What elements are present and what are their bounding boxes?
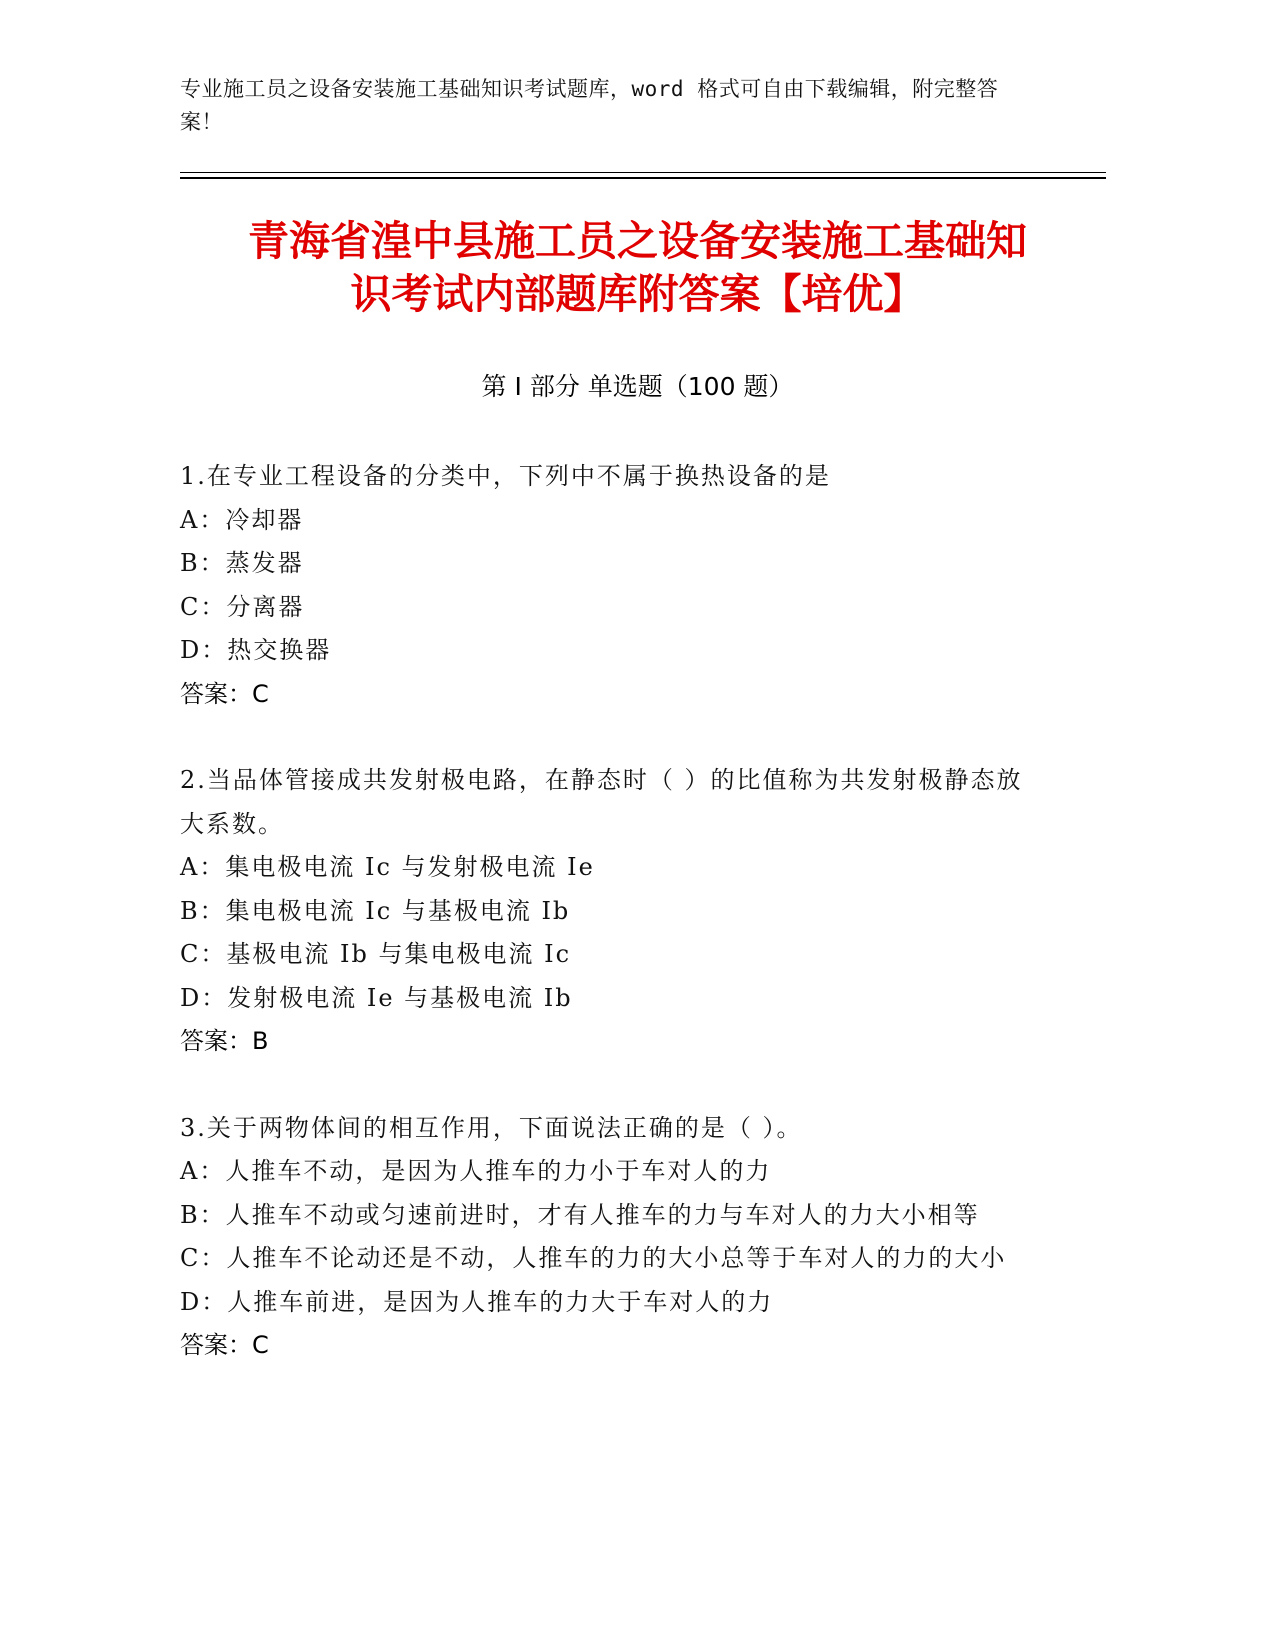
question-1 [180, 455, 1040, 716]
option-b: B：集电极电流 Ic 与基极电流 Ib [180, 896, 571, 925]
section-heading: 第 I 部分 单选题（100 题） [481, 372, 794, 401]
title-line-1: 青海省湟中县施工员之设备安装施工基础知 [248, 217, 1027, 265]
header-note: 专业施工员之设备安装施工基础知识考试题库，word 格式可自由下载编辑，附完整答案！ [180, 77, 999, 134]
header-divider-thin [180, 172, 1106, 173]
header-divider-thick [180, 177, 1106, 179]
question-3 [180, 1107, 1040, 1368]
question-2 [180, 759, 1040, 1064]
option-d: D：热交换器 [180, 636, 332, 664]
option-a: A：人推车不动，是因为人推车的力小于车对人的力 [180, 1157, 772, 1185]
answer-line: 答案：B [180, 1027, 269, 1055]
option-c: C：人推车不论动还是不动，人推车的力的大小总等于车对人的力的大小 [180, 1244, 1007, 1272]
question-stem: 3.关于两物体间的相互作用，下面说法正确的是（ ）。 [180, 1113, 803, 1142]
title-line-2: 识考试内部题库附答案【培优】 [350, 270, 925, 318]
option-d: D：人推车前进，是因为人推车的力大于车对人的力 [180, 1287, 774, 1316]
answer-line: 答案：C [180, 1331, 269, 1359]
document-title [150, 215, 1125, 321]
option-c: C：分离器 [180, 592, 305, 621]
answer-line: 答案：C [180, 679, 269, 708]
option-b: B：人推车不动或匀速前进时，才有人推车的力与车对人的力大小相等 [180, 1200, 980, 1229]
question-stem: 1.在专业工程设备的分类中，下列中不属于换热设备的是 [180, 462, 831, 490]
option-d: D：发射极电流 Ie 与基极电流 Ib [180, 983, 573, 1012]
option-b: B：蒸发器 [180, 549, 304, 577]
question-stem: 2.当品体管接成共发射极电路，在静态时（ ）的比值称为共发射极静态放大系数。 [180, 766, 1023, 838]
option-c: C：基极电流 Ib 与集电极电流 Ic [180, 940, 572, 968]
option-a: A：集电极电流 Ic 与发射极电流 Ie [180, 853, 595, 881]
question-list [180, 455, 1040, 1411]
option-a: A：冷却器 [180, 505, 304, 534]
